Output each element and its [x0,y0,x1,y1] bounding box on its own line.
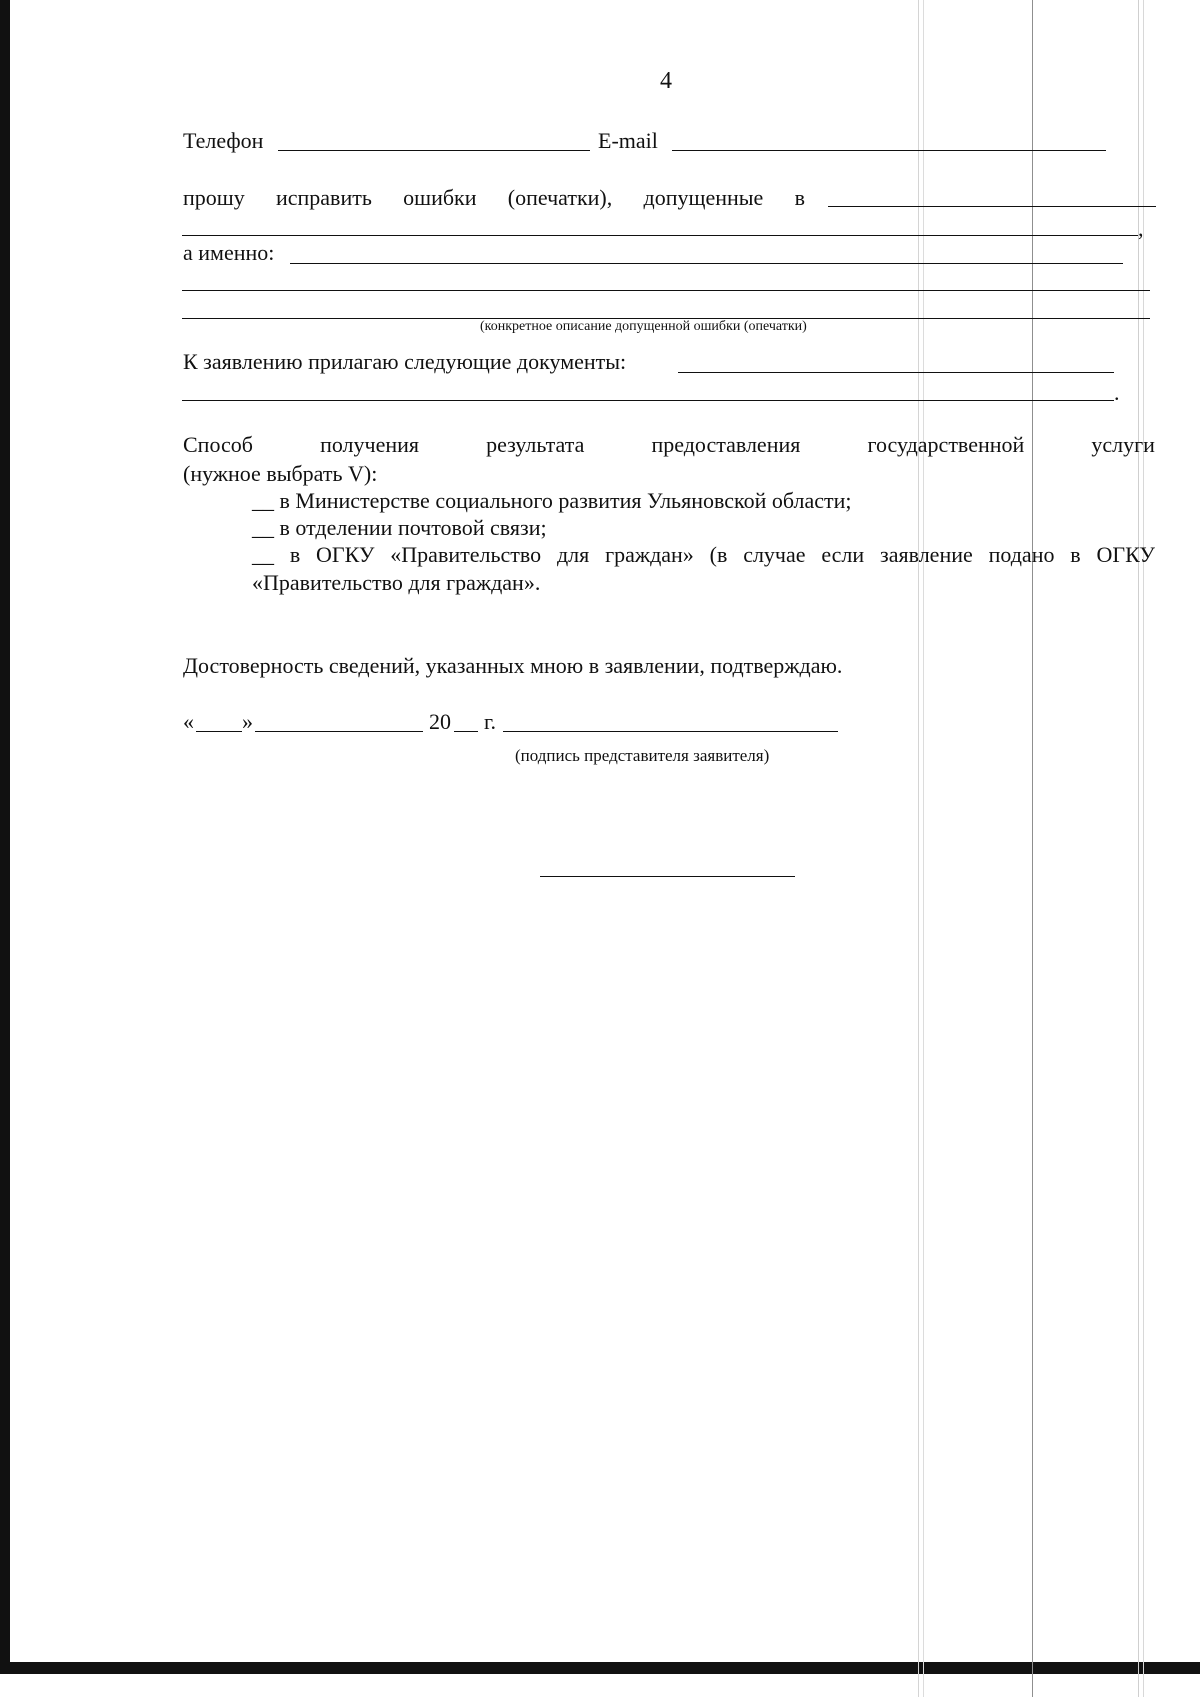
attachments-label: К заявлению прилагаю следующие документы: [183,349,627,374]
request-word: в [794,185,805,210]
option-word: подано [988,542,1055,567]
document-name-line-2[interactable] [182,235,1138,236]
attachments-line-2[interactable] [182,400,1114,401]
option-word: если [821,542,865,567]
option-word: граждан» [605,542,694,567]
request-word: допущенные [643,185,764,210]
method-option-mfc[interactable] [252,542,1155,568]
signature-line[interactable] [503,731,838,732]
date-year-line[interactable] [454,731,478,732]
option-word: в [289,542,301,567]
scan-border-bottom [0,1662,1200,1674]
email-label: E-mail [598,128,658,153]
date-year-prefix: 20 [429,709,451,734]
email-field-line[interactable] [672,150,1106,151]
option-word: в [1070,542,1081,567]
scan-border-left [0,0,10,1665]
error-description-line-2[interactable] [182,290,1150,291]
option-word: для [556,542,590,567]
request-word: прошу [183,185,245,210]
request-word: исправить [275,185,372,210]
signature-caption: (подпись представителя заявителя) [515,746,770,765]
phone-field-line[interactable] [278,150,590,151]
attachments-line-1[interactable] [678,372,1114,373]
request-word: (опечатки), [507,185,613,210]
date-day-line[interactable] [196,731,242,732]
scan-artifact-line [1032,0,1033,1697]
method-word: получения [320,432,420,457]
confirmation-statement: Достоверность сведений, указанных мною в заявлении, подтверждаю. [183,653,843,678]
option-word: ОГКУ [316,542,375,567]
request-comma: , [1138,216,1144,241]
method-option-ministry[interactable]: __ в Министерстве социального развития Ульяновской области; [252,488,852,513]
scan-artifact-line [1138,0,1139,1697]
option-word: (в [709,542,728,567]
method-word: услуги [1091,432,1155,457]
page-number: 4 [660,68,672,94]
document-end-separator [540,876,795,877]
document-name-line[interactable] [828,206,1156,207]
scan-artifact-line [1143,0,1144,1697]
date-month-line[interactable] [255,731,423,732]
request-text [183,185,805,211]
option-word: случае [743,542,806,567]
method-option-post[interactable]: __ в отделении почтовой связи; [252,515,547,540]
method-word: предоставления [651,432,801,457]
request-word: ошибки [403,185,477,210]
phone-label: Телефон [183,128,264,153]
scan-artifact-line [918,0,919,1697]
date-open-quote: « [183,709,194,734]
error-description-caption: (конкретное описание допущенной ошибки (опечатки) [480,319,807,334]
method-heading [183,432,1155,458]
option-word: __ [252,542,274,567]
method-option-mfc-continuation: «Правительство для граждан». [252,570,541,595]
method-word: Способ [183,432,253,457]
method-choose-note: (нужное выбрать V): [183,461,378,486]
scan-artifact-line [923,0,924,1697]
option-word: заявление [880,542,973,567]
date-close-quote: » [242,709,253,734]
namely-label: а именно: [183,240,275,265]
method-word: государственной [867,432,1025,457]
attachments-period: . [1114,380,1120,405]
date-year-suffix: г. [484,709,497,734]
error-description-line-1[interactable] [290,263,1123,264]
method-word: результата [486,432,585,457]
option-word: ОГКУ [1096,542,1155,567]
option-word: «Правительство [390,542,542,567]
